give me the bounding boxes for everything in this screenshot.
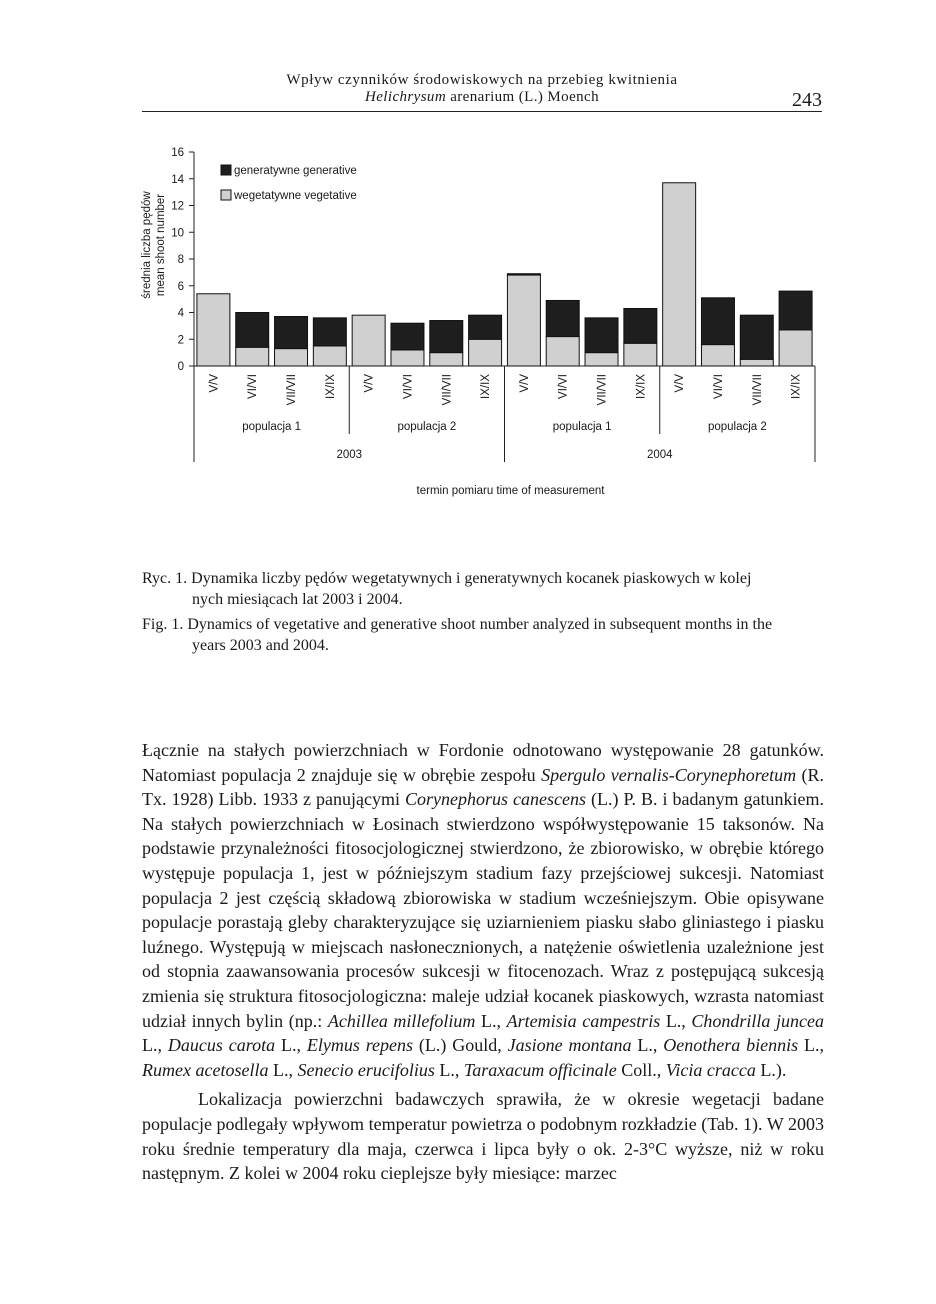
group-label: populacja 2 — [397, 421, 457, 433]
y-tick-label: 12 — [171, 200, 184, 213]
group-label: populacja 2 — [707, 421, 767, 433]
year-label: 2003 — [336, 449, 363, 461]
header-species: arenarium (L.) Moench — [446, 89, 599, 105]
caption-polish-line1: Dynamika liczby pędów wegetatywnych i generatywnych kocanek piaskowych w kolej — [191, 570, 752, 587]
bar-vegetative — [391, 350, 424, 366]
species-name: Senecio erucifolius — [297, 1059, 435, 1080]
text-run: L., — [268, 1059, 298, 1080]
x-tick-label: VI/VI — [247, 374, 260, 399]
text-run: Coll., — [616, 1059, 666, 1080]
y-axis-label-line2: mean shoot number — [155, 193, 167, 297]
x-tick-label: VII/VII — [286, 374, 299, 406]
bar-generative — [701, 298, 734, 345]
bar-generative — [779, 291, 812, 330]
text-run: L.). — [755, 1059, 787, 1080]
text-run: L., — [275, 1035, 307, 1056]
bar-vegetative — [701, 345, 734, 366]
bar-vegetative — [779, 330, 812, 366]
header-rule — [142, 111, 822, 112]
bar-vegetative — [585, 353, 618, 366]
bar-vegetative — [469, 339, 502, 366]
bar-generative — [275, 317, 308, 349]
x-tick-label: V/V — [674, 374, 687, 393]
bar-generative — [507, 274, 540, 275]
y-tick-label: 10 — [171, 227, 184, 240]
x-tick-label: VII/VII — [596, 374, 609, 406]
bar-generative — [546, 300, 579, 336]
caption-polish — [142, 568, 824, 610]
legend-label: generatywne generative — [234, 165, 357, 177]
bar-vegetative — [197, 294, 230, 366]
text-run: L., — [475, 1010, 507, 1031]
y-tick-label: 0 — [177, 361, 184, 373]
x-tick-label: IX/IX — [324, 374, 337, 399]
x-tick-label: VII/VII — [751, 374, 764, 406]
text-run: (L.) Gould, — [413, 1035, 508, 1056]
text-run: L., — [631, 1035, 664, 1056]
shoot-number-chart — [130, 138, 830, 508]
y-tick-label: 16 — [171, 147, 184, 159]
x-axis-label: termin pomiaru time of measurement — [416, 485, 605, 497]
x-tick-label: VII/VII — [441, 374, 454, 406]
caption-english-line1: Dynamics of vegetative and generative shoot number analyzed in subsequent months in the — [187, 616, 773, 633]
legend-label: wegetatywne vegetative — [234, 190, 357, 202]
group-label: populacja 1 — [552, 421, 612, 433]
paragraph-1 — [142, 738, 824, 1082]
legend-swatch — [221, 165, 231, 175]
header-title-line1: Wpływ czynników środowiskowych na przebieg kwitnienia — [286, 72, 678, 88]
text-run: L., — [142, 1035, 168, 1056]
bar-generative — [313, 318, 346, 346]
species-name: Vicia cracca — [665, 1059, 756, 1080]
bar-vegetative — [430, 353, 463, 366]
text-run: (R. Tx. 1928) Libb. 1933 z panującymi — [142, 764, 824, 810]
bar-vegetative — [236, 347, 269, 366]
x-tick-label: V/V — [518, 374, 531, 393]
figure-1 — [130, 138, 830, 508]
species-name: Elymus repens — [306, 1035, 414, 1056]
x-tick-label: IX/IX — [790, 374, 803, 399]
species-name: Rumex acetosella — [142, 1059, 269, 1080]
x-tick-label: IX/IX — [635, 374, 648, 399]
text-run: Łącznie na stałych powierzchniach w Fordonie odnotowano występowanie 28 gatunków. Natomiast populacja 2 znajduje się w obrębie zespołu — [142, 740, 824, 785]
species-name: Corynephorus canescens — [405, 789, 586, 810]
y-axis-label-line1: średnia liczba pędów — [141, 191, 153, 299]
y-tick-label: 6 — [177, 280, 184, 293]
header-genus: Helichrysum — [365, 89, 447, 105]
page-number: 243 — [792, 89, 822, 111]
bar-generative — [585, 318, 618, 353]
y-tick-label: 4 — [177, 307, 184, 320]
bar-generative — [391, 323, 424, 350]
x-tick-label: IX/IX — [480, 374, 493, 399]
text-run: L., — [434, 1059, 464, 1080]
caption-polish-line2: nych miesiącach lat 2003 i 2004. — [192, 591, 403, 608]
species-name: Spergulo vernalis-Corynephoretum — [541, 764, 797, 785]
x-tick-label: V/V — [208, 374, 221, 393]
text-run: L., — [798, 1035, 824, 1056]
caption-polish-label: Ryc. 1. — [142, 570, 188, 587]
caption-english-line2: years 2003 and 2004. — [192, 637, 329, 654]
x-tick-label: V/V — [363, 374, 376, 393]
paragraph-2: Lokalizacja powierzchni badawczych sprawiła, że w okresie wegetacji badane populacje podlegały wpływom temperatur powietrza o podobnym rozkładzie (Tab. 1). W 2003 roku średnie temperatury dla maja, czerwca i lipca były o ok. 2-3°C wyższe, niż w roku następnym. Z kolei w 2004 roku cieplejsze były miesiące: marzec — [142, 1089, 824, 1184]
bar-vegetative — [663, 183, 696, 366]
caption-english — [142, 614, 824, 656]
species-name: Daucus carota — [167, 1035, 276, 1056]
species-name: Jasione montana — [507, 1035, 632, 1056]
species-name: Achillea millefolium — [327, 1010, 476, 1031]
x-tick-label: VI/VI — [402, 374, 415, 399]
bar-generative — [430, 321, 463, 353]
x-tick-label: VI/VI — [557, 374, 570, 399]
species-name: Oenothera biennis — [663, 1035, 799, 1056]
species-name: Artemisia campestris — [506, 1010, 661, 1031]
species-name: Chondrilla juncea — [691, 1010, 824, 1031]
bar-vegetative — [313, 346, 346, 366]
text-run: (L.) P. B. i badanym gatunkiem. Na stałych powierzchniach w Łosinach stwierdzono współwystępowanie 15 taksonów. Na podstawie przynależności fitosocjologicznej stwierdzono, że zbiorowisko, w obrębie którego występuje populacja 1, jest w późniejszym stadium fazy przejściowej sukcesji. Natomiast populacja 2 jest częścią składową zbiorowiska w stadium wcześniejszym. Obie opisywane populacje porastają gleby charakteryzujące się uziarnieniem piasku słabo gliniastego i piasku luźnego. Występują w miejscach nasłonecznionych, a natężenie oświetlenia uzależnione jest od stopnia zaawansowania procesów sukcesji w fitocenozach. Wraz z postępującą sukcesją zmienia się struktura fitosocjologiczna: maleje udział kocanek piaskowych, wzrasta natomiast udział innych bylin (np.: — [142, 789, 825, 1031]
bar-vegetative — [352, 315, 385, 366]
bar-vegetative — [546, 337, 579, 366]
bar-generative — [236, 313, 269, 348]
body-text — [142, 738, 824, 1186]
legend-swatch — [221, 190, 231, 200]
header-title-line2 — [142, 89, 822, 106]
text-run: L., — [660, 1010, 692, 1031]
group-label: populacja 1 — [242, 421, 302, 433]
bar-generative — [624, 308, 657, 343]
bar-generative — [469, 315, 502, 339]
running-header — [142, 72, 822, 111]
x-tick-label: VI/VI — [712, 374, 725, 399]
bar-vegetative — [624, 343, 657, 366]
y-tick-label: 2 — [177, 334, 184, 347]
bar-vegetative — [740, 359, 773, 366]
y-tick-label: 8 — [177, 254, 184, 266]
year-label: 2004 — [646, 449, 673, 461]
y-tick-label: 14 — [171, 173, 184, 186]
bar-vegetative — [275, 349, 308, 366]
caption-english-label: Fig. 1. — [142, 616, 184, 633]
bar-vegetative — [507, 275, 540, 366]
bar-generative — [740, 315, 773, 359]
species-name: Taraxacum officinale — [463, 1059, 617, 1080]
